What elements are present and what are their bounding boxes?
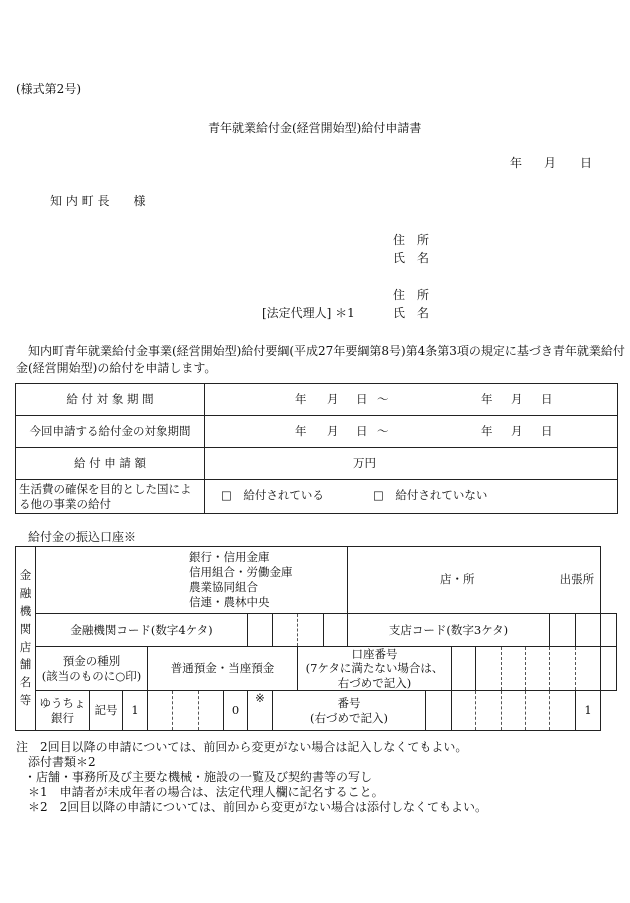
fi-code-label: 金融機関コード(数字4ケタ)	[36, 614, 248, 647]
applicant-address-label: 住 所	[393, 233, 430, 247]
benefit-period-field[interactable]	[205, 384, 618, 416]
form-number: (様式第2号)	[16, 82, 81, 96]
bango-digit-last[interactable]: 1	[576, 691, 601, 731]
table-row	[16, 448, 618, 480]
note-line: ＊1 申請者が未成年者の場合は、法定代理人欄に記名すること。	[16, 785, 384, 799]
yucho-label	[36, 691, 90, 731]
deposit-type-title: 預金の種別	[62, 654, 121, 669]
account-number-hint2: 右づめで記入)	[337, 675, 412, 690]
page-title: 青年就業給付金(経営開始型)給付申請書	[208, 121, 422, 135]
bank-type-1: 銀行・信用金庫	[189, 550, 270, 565]
side-label-char: 等	[19, 693, 32, 707]
period-day: 日	[356, 392, 368, 406]
yucho-label-line1: ゆうちょ	[39, 696, 86, 711]
legal-agent-label: [法定代理人] ＊1	[262, 306, 355, 320]
kigo-label: 記号	[90, 691, 123, 731]
institution-side-text	[16, 567, 35, 710]
application-table	[15, 383, 618, 514]
fi-code-digit[interactable]	[324, 614, 348, 647]
amount-unit: 万円	[353, 456, 376, 470]
agent-name-label: 氏 名	[393, 306, 430, 320]
bango-hint: (右づめで記入)	[310, 710, 388, 725]
account-digit[interactable]	[452, 647, 476, 691]
fi-code-digit[interactable]	[273, 614, 298, 647]
side-label-char: 名	[19, 675, 32, 690]
period-month: 月	[327, 392, 339, 406]
bango-digit[interactable]	[502, 691, 526, 731]
table-row	[16, 614, 617, 647]
kigo-digit[interactable]	[148, 691, 173, 731]
date-day: 日	[580, 156, 593, 170]
period-end-day: 日	[541, 392, 553, 406]
note-mark: ※	[248, 691, 273, 731]
deposit-type-options[interactable]: 普通預金・当座預金	[148, 647, 298, 691]
bank-type-2: 信用組合・労働金庫	[189, 565, 293, 580]
bango-digit[interactable]	[426, 691, 452, 731]
table-row	[16, 384, 618, 416]
bango-title: 番号	[337, 696, 361, 711]
deposit-type-hint: (該当のものに○印)	[41, 668, 142, 683]
option-receiving[interactable]: □ 給付されている	[221, 488, 324, 502]
side-label-char: 関	[19, 621, 32, 636]
cur-period-month: 月	[327, 424, 339, 438]
kigo-digit[interactable]	[173, 691, 199, 731]
bango-digit[interactable]	[452, 691, 476, 731]
bank-type-3: 農業協同組合	[189, 580, 258, 594]
note-line: 添付書類＊2	[16, 755, 96, 769]
cur-period-end-year: 年	[481, 424, 493, 438]
applicant-name-label: 氏 名	[393, 251, 430, 265]
cur-period-tilde: ～	[377, 424, 389, 438]
note-line: ＊2 2回目以降の申請については、前回から変更がない場合は添付しなくてもよい。	[16, 800, 488, 814]
branch-code-digit[interactable]	[601, 614, 617, 647]
kigo-digit[interactable]	[199, 691, 224, 731]
kigo-digit-first[interactable]: 1	[123, 691, 148, 731]
side-label-char: 店	[19, 639, 32, 654]
account-digit[interactable]	[502, 647, 526, 691]
fi-code-digit[interactable]	[248, 614, 273, 647]
option-not-receiving[interactable]: □ 給付されていない	[373, 488, 488, 502]
branch-cell[interactable]	[348, 547, 601, 614]
bank-table	[15, 546, 617, 731]
branch-code-label: 支店コード(数字3ケタ)	[348, 614, 550, 647]
side-label-char: 舗	[19, 657, 32, 672]
account-number-title: 口座番号	[351, 647, 398, 661]
note-line: ・店舗・事務所及び主要な機械・施設の一覧及び契約書等の写し	[24, 770, 373, 784]
amount-label: 給 付 申 請 額	[16, 448, 205, 480]
account-digit[interactable]	[550, 647, 576, 691]
cur-period-end-month: 月	[511, 424, 523, 438]
bank-type-cell[interactable]	[36, 547, 348, 614]
table-row	[16, 547, 617, 614]
yucho-label-line2: 銀行	[51, 710, 74, 725]
body-text-line2: 金(経営開始型)の給付を申請します。	[16, 361, 217, 375]
table-row	[16, 691, 617, 731]
current-period-label: 今回申請する給付金の対象期間	[16, 416, 205, 448]
table-row	[16, 647, 617, 691]
account-digit[interactable]	[601, 647, 617, 691]
side-label-char: 金	[19, 568, 32, 583]
current-period-field[interactable]	[205, 416, 618, 448]
amount-field[interactable]	[205, 448, 618, 480]
table-row	[16, 416, 618, 448]
institution-side-label	[16, 547, 36, 731]
account-number-label	[298, 647, 452, 691]
bank-account-heading: 給付金の振込口座※	[28, 530, 137, 544]
cur-period-year: 年	[295, 424, 307, 438]
bango-label	[273, 691, 426, 731]
other-benefit-label-line1: 生活費の確保を目的とした国によ	[19, 482, 192, 497]
branch-code-digit[interactable]	[550, 614, 576, 647]
period-tilde: ～	[377, 392, 389, 406]
fi-code-digit[interactable]	[298, 614, 324, 647]
account-digit[interactable]	[576, 647, 601, 691]
period-end-month: 月	[511, 392, 523, 406]
other-benefit-label	[16, 480, 205, 514]
bango-digit[interactable]	[526, 691, 550, 731]
sub-branch-label: 出張所	[559, 572, 595, 586]
cur-period-end-day: 日	[541, 424, 553, 438]
branch-label: 店・所	[440, 572, 475, 586]
agent-address-label: 住 所	[393, 288, 430, 302]
benefit-period-label: 給 付 対 象 期 間	[16, 384, 205, 416]
side-label-char: 融	[19, 586, 32, 601]
body-text-line1: 知内町青年就業給付金事業(経営開始型)給付要綱(平成27年要綱第8号)第4条第3項の規定に基づき青年就業給付	[28, 344, 625, 358]
table-row	[16, 480, 618, 514]
note-line: 注 2回目以降の申請については、前回から変更がない場合は記入しなくてもよい。	[16, 740, 468, 754]
other-benefit-options	[205, 480, 618, 514]
account-number-hint1: (7ケタに満たない場合は、	[305, 661, 444, 676]
bank-type-4: 信連・農林中央	[189, 594, 270, 609]
bango-digit[interactable]	[550, 691, 576, 731]
kigo-digit-last[interactable]: 0	[224, 691, 248, 731]
account-digit[interactable]	[476, 647, 502, 691]
cur-period-day: 日	[356, 424, 368, 438]
date-month: 月	[544, 156, 557, 170]
branch-code-digit[interactable]	[576, 614, 601, 647]
deposit-type-label	[36, 647, 148, 691]
period-year: 年	[295, 392, 307, 406]
side-label-char: 機	[19, 603, 32, 618]
addressee: 知 内 町 長 様	[50, 194, 146, 208]
bango-digit[interactable]	[476, 691, 502, 731]
period-end-year: 年	[481, 392, 493, 406]
other-benefit-label-line2: る他の事業の給付	[19, 496, 111, 511]
date-year: 年	[510, 156, 523, 170]
account-digit[interactable]	[526, 647, 550, 691]
